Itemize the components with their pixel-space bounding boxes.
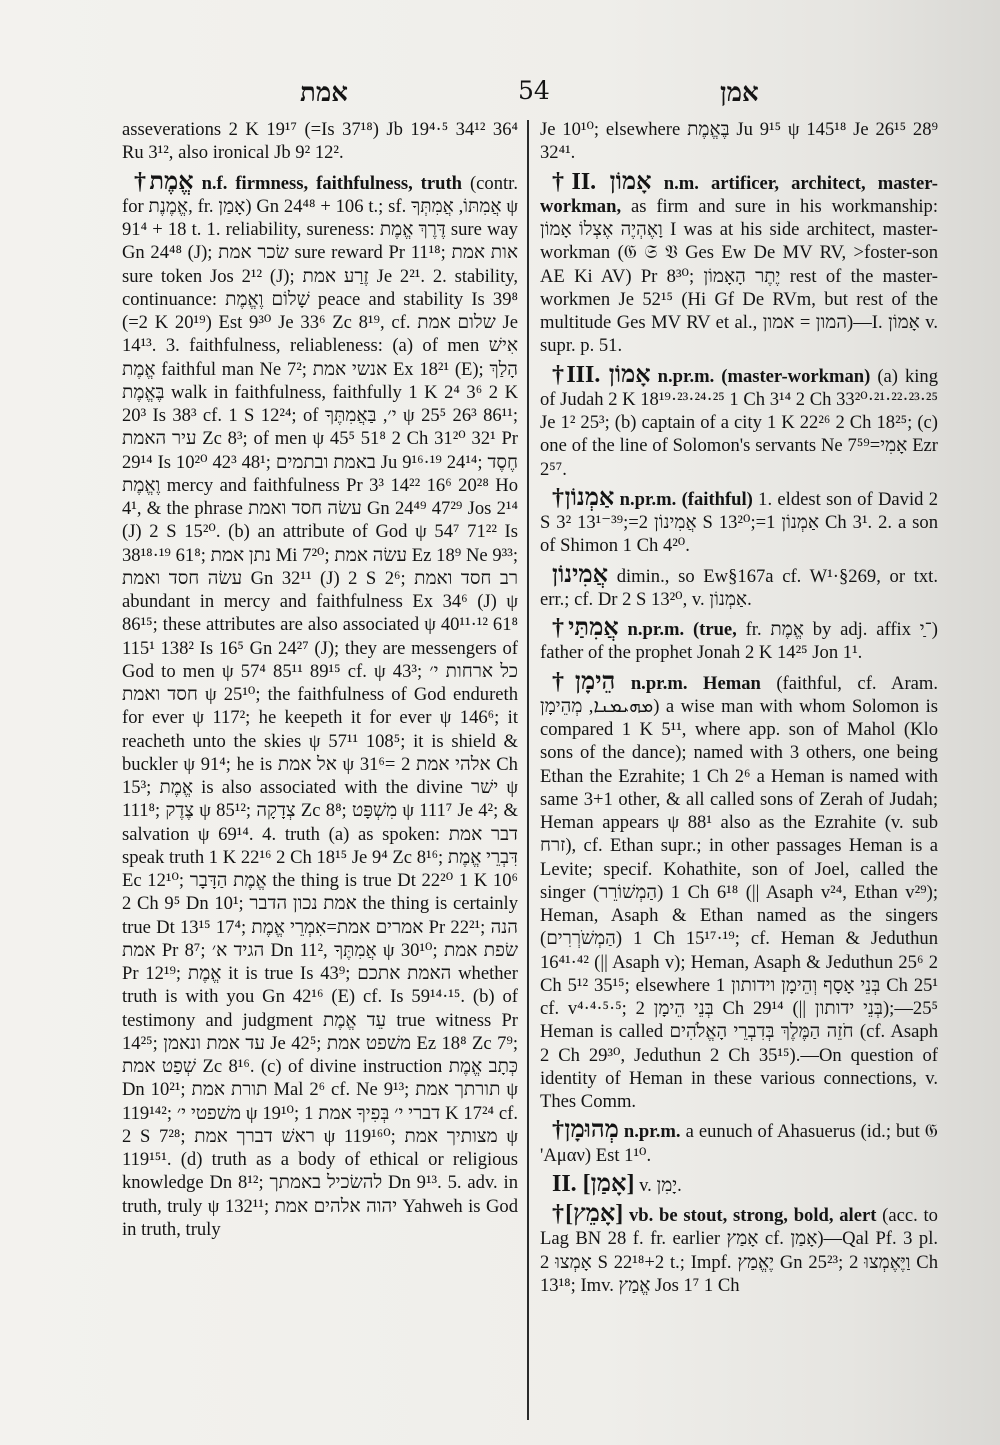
headword: †אַמְנוֹן [552, 484, 615, 511]
entry-body: a eunuch of Ahasuerus (id.; but 𝔊 'Αμαν) Est 1¹⁰. [540, 1121, 938, 1166]
entry-body: dimin., so Ew§167a cf. W¹·§269, or txt. err.; cf. Dr 2 S 13²⁰, v. אַמְנוֹן. [540, 565, 938, 610]
headword: †אֱמֶת [134, 168, 194, 195]
entry-body: as firm and sure in his workmanship: וָאֶהְיֶה אֶצְלוֹ אָמוֹן I was at his side architect, master-workman (𝔊 𝔖 𝔙 Ges Ew De MV RV, >foster-son AE Ki AV) Pr 8³⁰; יֶתֶר הָאָמוֹן rest of the master-workmen Je 52¹⁵ (Hi Gf De RVm, but rest of the multitude Ges MV RV et al., המון = אמון)—I. אָמוֹן v. supr. p. 51. [540, 195, 939, 357]
column-divider [527, 120, 529, 1420]
entry-amez [540, 1203, 938, 1297]
entry-body: fr. אֱמֶת by adj. affix ־ַי) father of the prophet Jonah 2 K 14²⁵ Jon 1¹. [540, 619, 938, 664]
entry-mehuman [540, 1119, 938, 1167]
running-head-left: אמת [300, 78, 348, 108]
headword: †[אָמֵץ] [552, 1201, 624, 1227]
entry-label: n.f. firmness, faithfulness, truth [201, 172, 462, 194]
entry-continuation: Je 10¹⁰; elsewhere בֶּאֱמֶת Ju 9¹⁵ ψ 145¹⁸ Je 26¹⁵ 28⁹ 32⁴¹. [540, 119, 938, 164]
running-head-right: אמן [720, 78, 759, 108]
entry-amnon [540, 484, 939, 558]
entry-amon-iii [540, 361, 938, 481]
entry-body: (acc. to Lag BN 28 f. fr. earlier אָמַץ cf. אָמַן)—Qal Pf. 3 pl. אָמְצוּ 2 S 22¹⁸+2 t.; Impf. יֶאֱמַץ Gn 25²³; וַיֶּאֶמְצוּ 2 Ch 13¹⁸; Imv. אֱמַץ Jos 1⁷ 1 Ch [540, 1205, 939, 1296]
headword: †מְהוּמָן [552, 1117, 619, 1144]
headword: †הֵימָן [552, 668, 616, 695]
entry-label: n.pr.m. (master-workman) [657, 365, 871, 387]
entry-body: 1. eldest son of David 2 S 3² 13¹⁻³⁹;=אֲמִינוֹן 2 S 13²⁰;=אַמְנוֹן 1 Ch 3¹. 2. a son of Shimon 1 Ch 4²⁰. [540, 488, 939, 557]
entry-label: n.pr.m. (true, [627, 619, 737, 640]
entry-emet [122, 168, 519, 1242]
entry-body: (faithful, cf. Aram. ܡܗܝܡܢܐ, מְהֵימָן) a wise man with whom Solomon is compared 1 K 5¹¹, where app. son of Mahol (Klo sons of the dance); named with 3 others, one being Ethan the Ezrahite; 1 Ch 2⁶ a Heman is named with same 3+1 other, & all called sons of Zerah of Judah; Heman appears ψ 88¹ also as the Ezrahite (v. sub זרח), cf. Ethan supr.; in other passages Heman is a Levite; specif. Kohathite, son of Joel, called the singer (הַמְשׁוֹרֵר) 1 Ch 6¹⁸ (|| Asaph v²⁴, Ethan v²⁹); Heman, Asaph & Ethan named as the singers (הַמְשֹׁרְרִים) 1 Ch 15¹⁷·¹⁹; cf. Heman & Jeduthun 16⁴¹·⁴² (|| Asaph v); Heman, Asaph & Jeduthun 25⁶ 2 Ch 5¹² 35¹⁵; elsewhere בְּנֵי אָסָף וְהֵימָן וידותון 1 Ch 25¹ cf. v⁴·⁴·⁵·⁵; בְּנֵי הֵימָן 2 Ch 29¹⁴ (|| בְּנֵי ידותון);—25⁵ Heman is called חֹזֵה הַמֶּלֶךְ בְּדִבְרֵי הָאֱלֹהִים (cf. Asaph 2 Ch 29³⁰, Jeduthun 2 Ch 35¹⁵).—On question of identity of Heman in these various connections, v. Thes Comm. [540, 672, 938, 1112]
headword: †אֲמִתַּי [552, 615, 619, 641]
page-number: 54 [518, 76, 550, 105]
right-column [540, 118, 938, 1299]
entry-label: n.pr.m. Heman [630, 672, 761, 694]
headword: †III. אָמוֹן [552, 361, 651, 388]
entry-continuation: asseverations 2 K 19¹⁷ (=Is 37¹⁸) Jb 19⁴·⁵ 34¹² 36⁴ Ru 3¹², also ironical Jb 9² 12². [122, 119, 518, 164]
entry-label: n.pr.m. (faithful) [619, 488, 753, 510]
entry-label: n.pr.m. [623, 1121, 681, 1143]
entry-heman [540, 668, 938, 1114]
entry-amon-ii [540, 168, 939, 358]
headword: †II. אָמוֹן [552, 168, 652, 195]
left-column [122, 118, 518, 1243]
entry-body: v. יָמִן. [639, 1174, 682, 1196]
entry-label: vb. be stout, strong, bold, alert [628, 1205, 877, 1226]
entry-amittai [540, 617, 938, 665]
entry-yamin [540, 1170, 938, 1197]
entry-body: (a) king of Judah 2 K 18¹⁹·²³·²⁴·²⁵ 1 Ch 3¹⁴ 2 Ch 33²⁰·²¹·²²·²³·²⁵ Je 1² 25³; (b) captain of a city 1 K 22²⁶ 2 Ch 18²⁵; (c) one of the line of Solomon's servants Ne 7⁵⁹=אָמִי Ezr 2⁵⁷. [540, 365, 938, 480]
headword: II. [אָמַן] [552, 1170, 635, 1197]
entry-label: n.m. artificer, architect, master-workman, [540, 172, 938, 217]
entry-body: (contr. for אֱמֶנֶת, fr. אָמַן) Gn 24⁴⁸ + 106 t.; sf. אֲמִתּוֹ, אֲמִתְּךָ ψ 91⁴ + 18 t. 1. reliability, sureness: דֶּרֶךְ אֱמֶת sure way Gn 24⁴⁸ (J); שׂכר אמת sure reward Pr 11¹⁸; אות אמת sure token Jos 2¹² (J); זֶרַע אמת Je 2²¹. 2. stability, continuance: שָׁלוֹם וֶאֱמֶת peace and stability Is 39⁸ (=2 K 20¹⁹) Est 9³⁰ Je 33⁶ Zc 8¹⁹, cf. שלום אמת Je 14¹³. 3. faithfulness, reliableness: (a) of men אִישׁ אֱמֶת faithful man Ne 7²; אנשי אמת Ex 18²¹ (E); הָלַךְ בֶּאֱמֶת walk in faithfulness, faithfully 1 K 2⁴ 3⁶ 2 K 20³ Is 38³ cf. 1 S 12²⁴; of י׳, בַּאֲמִתֶּךָ ψ 25⁵ 26³ 86¹¹; עיר האמת Zc 8³; of men ψ 45⁵ 51⁸ 2 Ch 31²⁰ 32¹ Pr 29¹⁴ Is 10²⁰ 42³ 48¹; באמת ובתמים Ju 9¹⁶·¹⁹ 24¹⁴; חֶסֶד וֶאֱמֶת mercy and faithfulness Pr 3³ 14²² 16⁶ 20²⁸ Ho 4¹, & the phrase עשׂה חסד ואמת Gn 24⁴⁹ 47²⁹ Jos 2¹⁴ (J) 2 S 15²⁰. (b) an attribute of God ψ 54⁷ 71²² Is 38¹⁸·¹⁹ 61⁸; נתן אמת Mi 7²⁰; עשׂה אמת Ez 18⁹ Ne 9³³; עשׂה חסד ואמת Gn 32¹¹ (J) 2 S 2⁶; רב חסד ואמת abundant in mercy and faithfulness Ex 34⁶ (J) ψ 86¹⁵; these attributes are also associated ψ 40¹¹·¹² 61⁸ 115¹ 138² Is 16⁵ Gn 24²⁷ (J); they are messengers of God to men ψ 57⁴ 85¹¹ 89¹⁵ cf. ψ 43³; כל ארחות י׳ חסד ואמת ψ 25¹⁰; the faithfulness of God endureth for ever ψ 117²; he keepeth it for ever ψ 146⁶; it reacheth unto the skies ψ 57¹¹ 108⁵; it is shield & buckler ψ 91⁴; he is אל אמת ψ 31⁶= אלהי אמת 2 Ch 15³; אֱמֶת is also associated with the divine ישׁר ψ 111⁸; צֶדֶק ψ 85¹²; צְדָקָה Zc 8⁸; מִשְׁפָּט ψ 111⁷ Je 4²; & salvation ψ 69¹⁴. 4. truth (a) as spoken: דבר אמת speak truth 1 K 22¹⁶ 2 Ch 18¹⁵ Je 9⁴ Zc 8¹⁶; דִּבְרֵי אֱמֶת Ec 12¹⁰; אֱמֶת הַדָּבָר the thing is true Dt 22²⁰ 1 K 10⁶ 2 Ch 9⁵ Dn 10¹; אמת נכון הדבר the thing is certainly true Dt 13¹⁵ 17⁴; אמרים אמת=אִמְרֵי אֱמֶת Pr 22²¹; הנה אמת Pr 8⁷; הגיד א׳ Dn 11², אֲמִתֶּךָ ψ 30¹⁰; שׂפת אמת Pr 12¹⁹; אֱמֶת it is true Is 43⁹; האמת אתכם whether truth is with you Gn 42¹⁶ (E) cf. Is 59¹⁴·¹⁵. (b) of testimony and judgment עֵד אֱמֶת true witness Pr 14²⁵; עד אמת ונאמן Je 42⁵; משׁפט אמת Ez 18⁸ Zc 7⁹; שְׁפַט אמת Zc 8¹⁶. (c) of divine instruction כְּתָב אֱמֶת Dn 10²¹; תורת אמת Mal 2⁶ cf. Ne 9¹³; תורתך אמת ψ 119¹⁴²; משׁפטי י׳ ψ 19¹⁰; דברי י׳ בְּפִיךָ אמת 1 K 17²⁴ cf. 2 S 7²⁸; ראשׁ דברך אמת ψ 119¹⁶⁰; מצותיך אמת ψ 119¹⁵¹. (d) truth as a body of ethical or religious knowledge Dn 8¹²; להשׂכיל באמתך Dn 9¹³. 5. adv. in truth, truly ψ 132¹¹; יהוה אלהים אמת Yahweh is God in truth, truly [122, 172, 519, 1240]
headword: אֲמִינוֹן [552, 561, 608, 588]
entry-aminon [540, 561, 938, 612]
